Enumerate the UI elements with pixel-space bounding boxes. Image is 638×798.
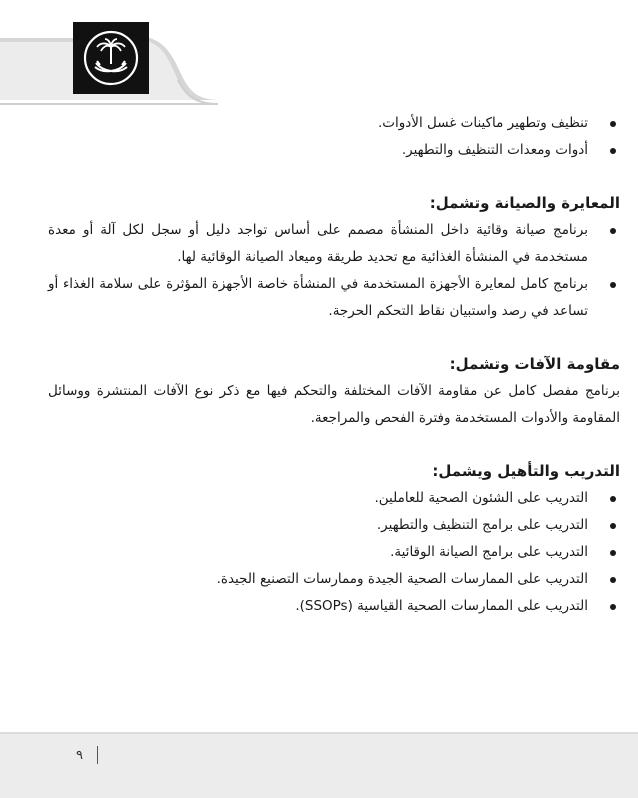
list-item: برنامج صيانة وقائية داخل المنشأة مصمم على أساس تواجد دليل أو سجل لكل آلة أو معدة مستخدمة في المنشأة الغذائية مع تحديد طريقة وميعاد الصيانة الوقائية لها. <box>48 217 620 271</box>
calibration-list <box>48 217 620 325</box>
saudi-emblem-logo <box>73 22 149 94</box>
list-item: التدريب على برامج التنظيف والتطهير. <box>48 512 620 539</box>
training-heading: التدريب والتأهيل ويشمل: <box>432 462 620 480</box>
intro-list <box>48 110 620 164</box>
page-footer <box>76 744 98 766</box>
palm-swords-icon <box>83 30 139 86</box>
pest-control-paragraph: برنامج مفصل كامل عن مقاومة الآفات المختلفة والتحكم فيها مع ذكر نوع الآفات المنتشرة ووسائل المقاومة والأدوات المستخدمة وفترة الفحص والمراجعة. <box>48 383 620 426</box>
list-item: التدريب على الشئون الصحية للعاملين. <box>48 485 620 512</box>
list-item: التدريب على الممارسات الصحية القياسية (SSOPs). <box>48 593 620 620</box>
training-list <box>48 485 620 620</box>
calibration-heading: المعايرة والصيانة وتشمل: <box>429 194 620 212</box>
page-content <box>48 110 620 620</box>
list-item: التدريب على الممارسات الصحية الجيدة وممارسات التصنيع الجيدة. <box>48 566 620 593</box>
list-item: برنامج كامل لمعايرة الأجهزة المستخدمة في المنشأة خاصة الأجهزة المؤثرة على سلامة الغذاء أو تساعد في رصد واستبيان نقاط التحكم الحرجة. <box>48 271 620 325</box>
list-item: تنظيف وتطهير ماكينات غسل الأدوات. <box>48 110 620 137</box>
page-number: ٩ <box>76 747 83 763</box>
pest-control-heading: مقاومة الآفات وتشمل: <box>449 355 620 373</box>
list-item: التدريب على برامج الصيانة الوقائية. <box>48 539 620 566</box>
footer-divider <box>97 746 98 764</box>
list-item: أدوات ومعدات التنظيف والتطهير. <box>48 137 620 164</box>
